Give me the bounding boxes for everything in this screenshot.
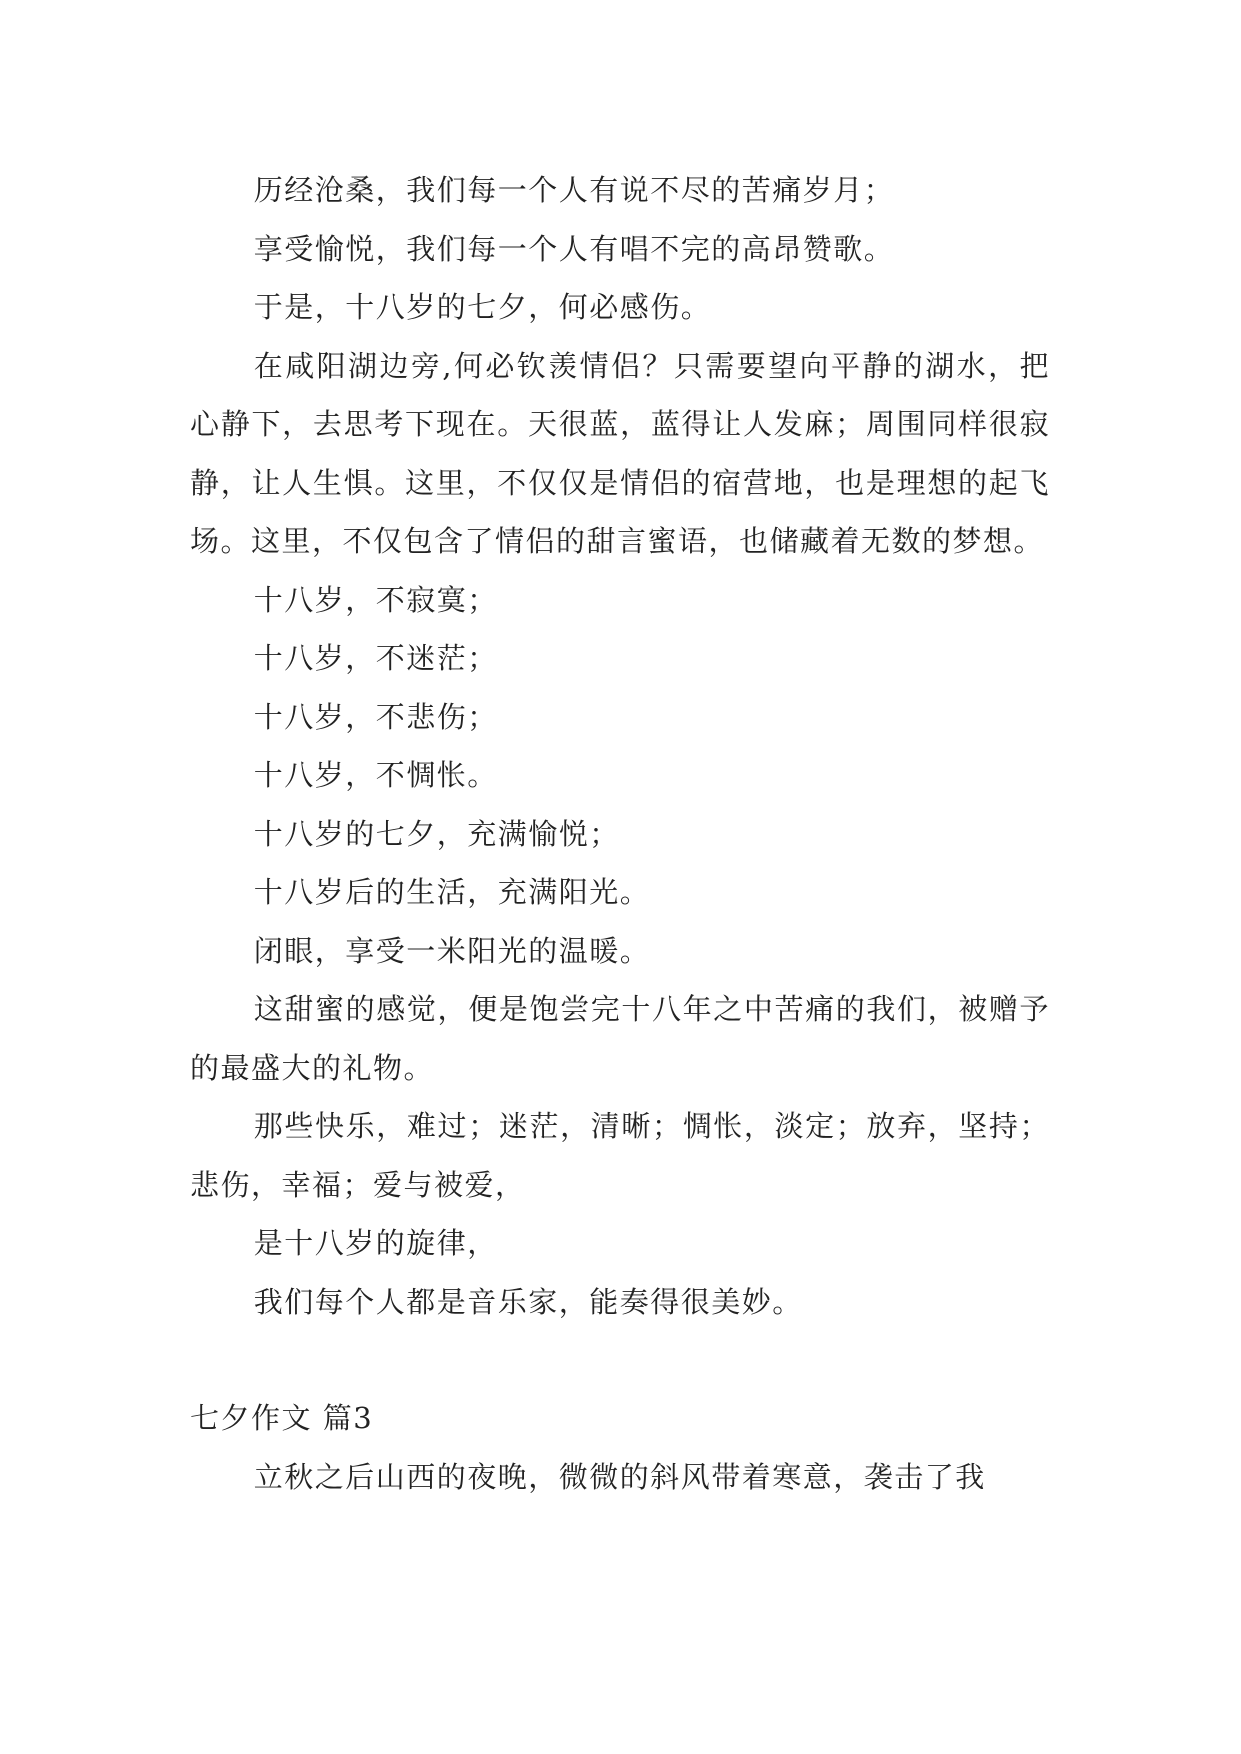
paragraph-9: 十八岁的七夕，充满愉悦； xyxy=(253,816,620,851)
paragraph-16: 立秋之后山西的夜晚，微微的斜风带着寒意，袭击了我 xyxy=(253,1459,986,1494)
document-body xyxy=(190,161,1050,1506)
paragraph-1: 历经沧桑，我们每一个人有说不尽的苦痛岁月； xyxy=(253,173,895,207)
paragraph-4: 在咸阳湖边旁,何必钦羡情侣？只需要望向平静的湖水，把心静下，去思考下现在。天很蓝，蓝得让人发麻；周围同样很寂静，让人生惧。这里，不仅仅是情侣的宿营地，也是理想的起飞场。这里，不仅包含了情侣的甜言蜜语，也储藏着无数的梦想。 xyxy=(190,348,1050,558)
paragraph-11: 闭眼，享受一米阳光的温暖。 xyxy=(253,933,651,968)
paragraph-8: 十八岁，不惆怅。 xyxy=(253,758,498,792)
paragraph-14: 是十八岁的旋律， xyxy=(253,1226,498,1260)
paragraph-15: 我们每个人都是音乐家，能奏得很美妙。 xyxy=(253,1284,803,1319)
section-spacer xyxy=(190,1331,1050,1389)
paragraph-10: 十八岁后的生活，充满阳光。 xyxy=(253,875,651,909)
paragraph-13: 那些快乐，难过；迷茫，清晰；惆怅，淡定；放弃，坚持；悲伤，幸福；爱与被爱， xyxy=(190,1109,1050,1202)
paragraph-7: 十八岁，不悲伤； xyxy=(253,699,498,734)
section-heading: 七夕作文 篇3 xyxy=(190,1401,374,1435)
paragraph-6: 十八岁，不迷茫； xyxy=(253,641,498,675)
paragraph-3: 于是，十八岁的七夕，何必感伤。 xyxy=(253,290,712,324)
paragraph-5: 十八岁，不寂寞； xyxy=(253,582,498,617)
paragraph-2: 享受愉悦，我们每一个人有唱不完的高昂赞歌。 xyxy=(253,231,895,266)
paragraph-12: 这甜蜜的感觉，便是饱尝完十八年之中苦痛的我们，被赠予的最盛大的礼物。 xyxy=(190,992,1050,1085)
